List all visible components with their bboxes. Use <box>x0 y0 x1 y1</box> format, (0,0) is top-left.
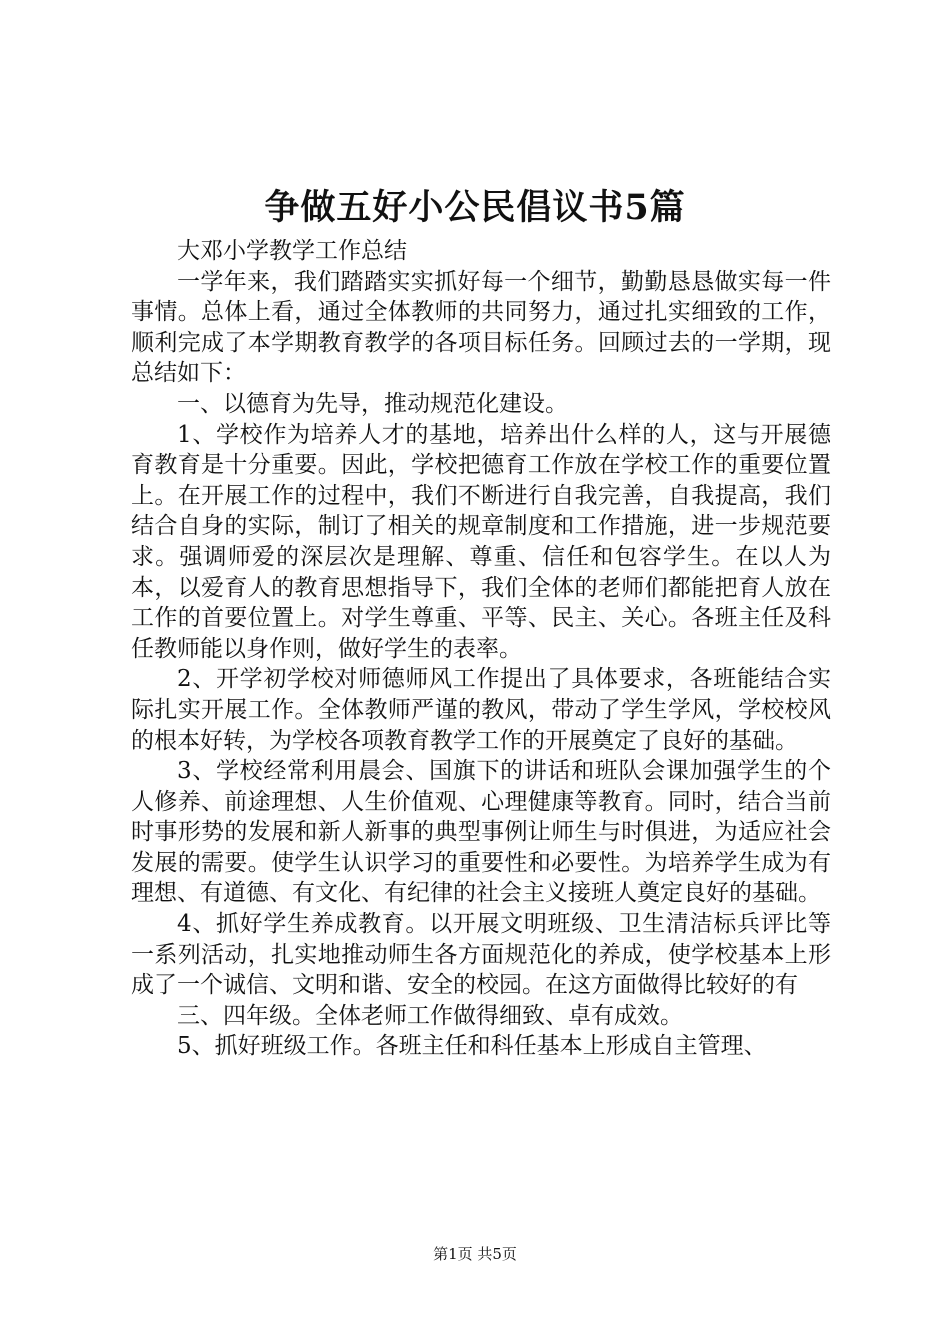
document-body <box>131 236 831 1062</box>
paragraph-item-4-continued: 三、四年级。全体老师工作做得细致、卓有成效。 <box>177 1002 683 1029</box>
paragraph-section-1: 一、以德育为先导，推动规范化建设。 <box>177 390 568 417</box>
paragraph-item-5: 5、抓好班级工作。各班主任和科任基本上形成自主管理、 <box>177 1033 767 1060</box>
paragraph-item-2: 2、开学初学校对师德师风工作提出了具体要求，各班能结合实际扎实开展工作。全体教师严谨的教风，带动了学生学风，学校校风的根本好转，为学校各项教育教学工作的开展奠定了良好的基础。 <box>131 666 831 754</box>
page-footer: 第1页 共5页 <box>433 1245 517 1263</box>
paragraph-item-4: 4、抓好学生养成教育。以开展文明班级、卫生清洁标兵评比等一系列活动，扎实地推动师生各方面规范化的养成，使学校基本上形成了一个诚信、文明和谐、安全的校园。在这方面做得比较好的有 <box>131 911 831 999</box>
paragraph-intro: 一学年来，我们踏踏实实抓好每一个细节，勤勤恳恳做实每一件事情。总体上看，通过全体教师的共同努力，通过扎实细致的工作，顺利完成了本学期教育教学的各项目标任务。回顾过去的一学期，现总结如下： <box>131 268 831 387</box>
paragraph-item-3: 3、学校经常利用晨会、国旗下的讲话和班队会课加强学生的个人修养、前途理想、人生价值观、心理健康等教育。同时，结合当前时事形势的发展和新人新事的典型事例让师生与时俱进，为适应社会发展的需要。使学生认识学习的重要性和必要性。为培养学生成为有理想、有道德、有文化、有纪律的社会主义接班人奠定良好的基础。 <box>131 758 831 907</box>
paragraph-item-1: 1、学校作为培养人才的基地，培养出什么样的人，这与开展德育教育是十分重要。因此，学校把德育工作放在学校工作的重要位置上。在开展工作的过程中，我们不断进行自我完善，自我提高，我们结合自身的实际，制订了相关的规章制度和工作措施，进一步规范要求。强调师爱的深层次是理解、尊重、信任和包容学生。在以人为本，以爱育人的教育思想指导下，我们全体的老师们都能把育人放在工作的首要位置上。对学生尊重、平等、民主、关心。各班主任及科任教师能以身作则，做好学生的表率。 <box>131 421 831 662</box>
document-title: 争做五好小公民倡议书5篇 <box>264 187 686 228</box>
paragraph-heading: 大邓小学教学工作总结 <box>177 238 407 264</box>
